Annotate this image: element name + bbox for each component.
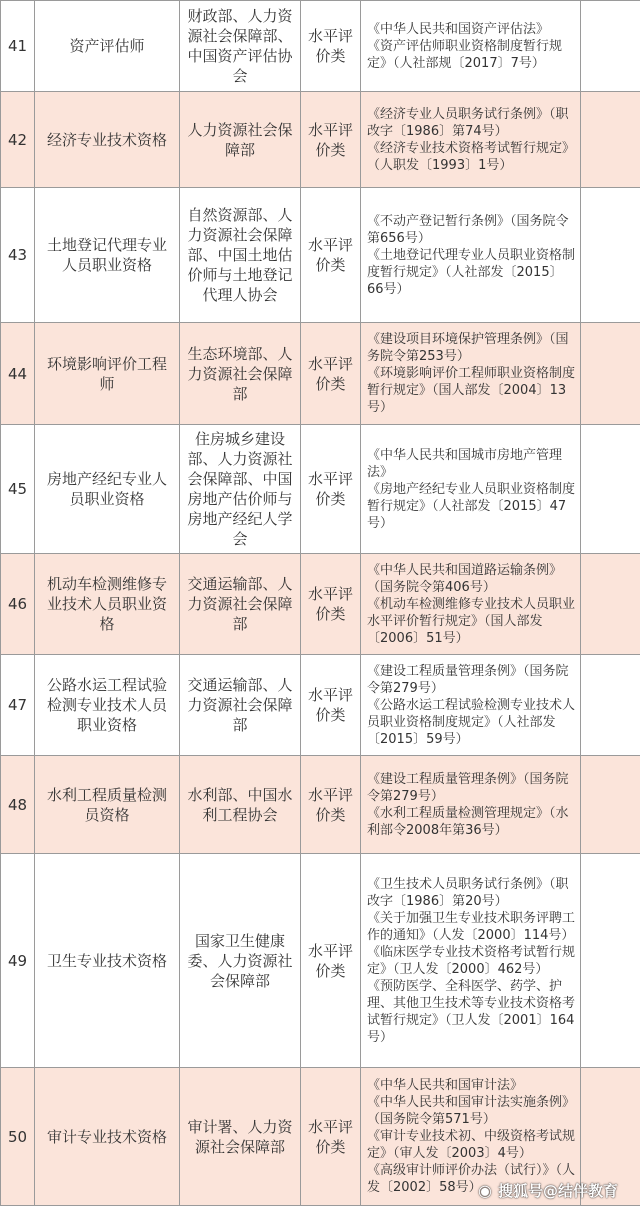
legal-basis-item: 《预防医学、全科医学、药学、护理、其他卫生技术等专业技术资格考试暂行规定》（卫人发〔2001〕164号） <box>367 978 576 1046</box>
legal-basis-item: 《中华人民共和国审计法实施条例》（国务院令第571号） <box>367 1094 576 1128</box>
legal-basis-item: 《房地产经纪专业人员职业资格制度暂行规定》（人社部发〔2015〕47号） <box>367 481 576 532</box>
row-number: 50 <box>1 1068 35 1206</box>
table-row <box>1 554 640 655</box>
qualification-name: 审计专业技术资格 <box>35 1068 180 1206</box>
qualification-type: 水平评价类 <box>301 1068 361 1206</box>
legal-basis-item: 《经济专业技术资格考试暂行规定》（人职发〔1993〕1号） <box>367 140 576 174</box>
legal-basis-item: 《中华人民共和国审计法》 <box>367 1077 576 1094</box>
legal-basis <box>361 1 581 92</box>
qualification-name: 资产评估师 <box>35 1 180 92</box>
remarks-cell <box>581 323 640 425</box>
row-number: 46 <box>1 554 35 655</box>
implementing-department: 财政部、人力资源社会保障部、中国资产评估协会 <box>180 1 301 92</box>
legal-basis-item: 《公路水运工程试验检测专业技术人员职业资格制度规定》（人社部发〔2015〕59号） <box>367 697 576 748</box>
table-row <box>1 425 640 554</box>
table-row <box>1 1 640 92</box>
legal-basis-item: 《中华人民共和国道路运输条例》（国务院令第406号） <box>367 562 576 596</box>
qualification-type: 水平评价类 <box>301 655 361 756</box>
remarks-cell <box>581 425 640 554</box>
remarks-cell <box>581 756 640 854</box>
sohu-eye-icon: ◉ <box>478 1181 492 1200</box>
implementing-department: 国家卫生健康委、人力资源社会保障部 <box>180 854 301 1068</box>
row-number: 47 <box>1 655 35 756</box>
table-body <box>1 1 640 1206</box>
legal-basis <box>361 323 581 425</box>
implementing-department: 自然资源部、人力资源社会保障部、中国土地估价师与土地登记代理人协会 <box>180 188 301 323</box>
legal-basis-item: 《临床医学专业技术资格考试暂行规定》（卫人发〔2000〕462号） <box>367 944 576 978</box>
remarks-cell <box>581 188 640 323</box>
legal-basis-item: 《关于加强卫生专业技术职务评聘工作的通知》（人发〔2000〕114号） <box>367 910 576 944</box>
legal-basis <box>361 756 581 854</box>
qualification-type: 水平评价类 <box>301 554 361 655</box>
qualification-name: 机动车检测维修专业技术人员职业资格 <box>35 554 180 655</box>
watermark-text: 搜狐号@结伴教育 <box>498 1180 618 1201</box>
qualification-type: 水平评价类 <box>301 92 361 188</box>
row-number: 44 <box>1 323 35 425</box>
table-row <box>1 655 640 756</box>
row-number: 45 <box>1 425 35 554</box>
qualification-name: 土地登记代理专业人员职业资格 <box>35 188 180 323</box>
watermark <box>478 1180 618 1201</box>
remarks-cell <box>581 854 640 1068</box>
implementing-department: 交通运输部、人力资源社会保障部 <box>180 655 301 756</box>
qualification-name: 公路水运工程试验检测专业技术人员职业资格 <box>35 655 180 756</box>
legal-basis <box>361 425 581 554</box>
legal-basis-item: 《审计专业技术初、中级资格考试规定》（审人发〔2003〕4号） <box>367 1128 576 1162</box>
qualification-name: 环境影响评价工程师 <box>35 323 180 425</box>
remarks-cell <box>581 655 640 756</box>
remarks-cell <box>581 1 640 92</box>
qualification-name: 水利工程质量检测员资格 <box>35 756 180 854</box>
legal-basis <box>361 554 581 655</box>
table-row <box>1 188 640 323</box>
legal-basis-item: 《卫生技术人员职务试行条例》（职改字〔1986〕第20号） <box>367 876 576 910</box>
legal-basis-item: 《不动产登记暂行条例》（国务院令第656号） <box>367 213 576 247</box>
legal-basis-item: 《机动车检测维修专业技术人员职业水平评价暂行规定》（国人部发〔2006〕51号） <box>367 596 576 647</box>
remarks-cell <box>581 92 640 188</box>
legal-basis-item: 《资产评估师职业资格制度暂行规定》（人社部规〔2017〕7号） <box>367 38 576 72</box>
row-number: 43 <box>1 188 35 323</box>
row-number: 48 <box>1 756 35 854</box>
qualification-name: 房地产经纪专业人员职业资格 <box>35 425 180 554</box>
legal-basis-item: 《建设项目环境保护管理条例》（国务院令第253号） <box>367 331 576 365</box>
implementing-department: 人力资源社会保障部 <box>180 92 301 188</box>
row-number: 41 <box>1 1 35 92</box>
legal-basis-item: 《土地登记代理专业人员职业资格制度暂行规定》（人社部发〔2015〕66号） <box>367 247 576 298</box>
table-row <box>1 92 640 188</box>
qualification-type: 水平评价类 <box>301 425 361 554</box>
legal-basis <box>361 92 581 188</box>
qualification-type: 水平评价类 <box>301 188 361 323</box>
legal-basis-item: 《建设工程质量管理条例》（国务院令第279号） <box>367 771 576 805</box>
legal-basis <box>361 188 581 323</box>
row-number: 49 <box>1 854 35 1068</box>
qualification-name: 卫生专业技术资格 <box>35 854 180 1068</box>
implementing-department: 生态环境部、人力资源社会保障部 <box>180 323 301 425</box>
qualification-name: 经济专业技术资格 <box>35 92 180 188</box>
legal-basis-item: 《建设工程质量管理条例》（国务院令第279号） <box>367 663 576 697</box>
implementing-department: 住房城乡建设部、人力资源社会保障部、中国房地产估价师与房地产经纪人学会 <box>180 425 301 554</box>
legal-basis <box>361 655 581 756</box>
legal-basis-item: 《水利工程质量检测管理规定》（水利部令2008年第36号） <box>367 805 576 839</box>
qualification-type: 水平评价类 <box>301 756 361 854</box>
qualification-type: 水平评价类 <box>301 854 361 1068</box>
remarks-cell <box>581 554 640 655</box>
legal-basis-item: 《经济专业人员职务试行条例》（职改字〔1986〕第74号） <box>367 106 576 140</box>
legal-basis-item: 《环境影响评价工程师职业资格制度暂行规定》（国人部发〔2004〕13号） <box>367 365 576 416</box>
table-row <box>1 854 640 1068</box>
implementing-department: 交通运输部、人力资源社会保障部 <box>180 554 301 655</box>
row-number: 42 <box>1 92 35 188</box>
table-row <box>1 756 640 854</box>
table-row <box>1 323 640 425</box>
implementing-department: 审计署、人力资源社会保障部 <box>180 1068 301 1206</box>
implementing-department: 水利部、中国水利工程协会 <box>180 756 301 854</box>
qualification-type: 水平评价类 <box>301 1 361 92</box>
qualification-type: 水平评价类 <box>301 323 361 425</box>
legal-basis-item: 《高级审计师评价办法（试行）》（人发〔2002〕58号） <box>367 1162 576 1196</box>
legal-basis-item: 《中华人民共和国城市房地产管理法》 <box>367 447 576 481</box>
legal-basis <box>361 854 581 1068</box>
legal-basis-item: 《中华人民共和国资产评估法》 <box>367 21 576 38</box>
